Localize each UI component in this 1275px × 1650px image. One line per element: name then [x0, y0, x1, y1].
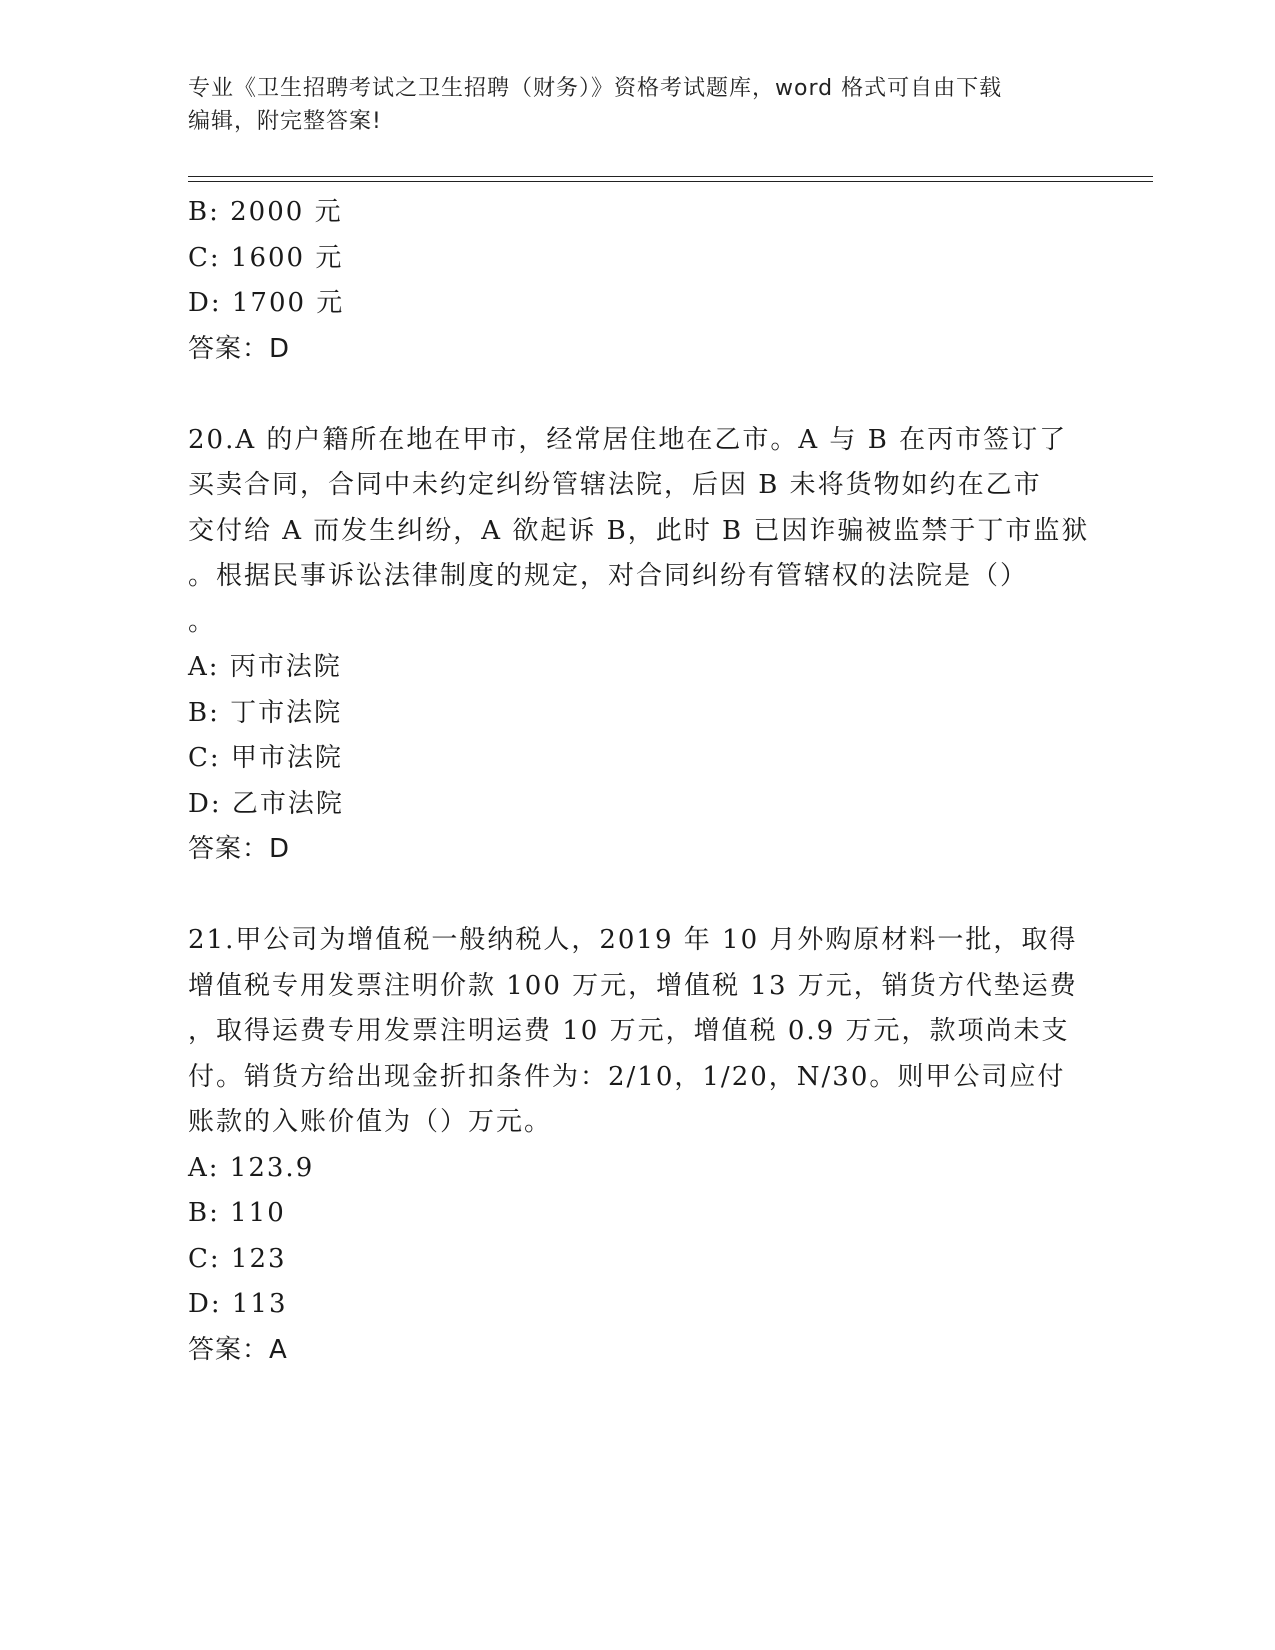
document-header: [188, 72, 1088, 138]
question-text-line: 。: [188, 606, 217, 637]
spacer: [188, 372, 1068, 418]
question-text-line: 21.甲公司为增值税一般纳税人，2019 年 10 月外购原材料一批，取得: [188, 925, 1078, 955]
answer: 答案：D: [188, 834, 291, 864]
option-d: D: 1700 元: [188, 288, 345, 318]
option-d: D: 113: [188, 1289, 288, 1319]
option-c: C: 123: [188, 1243, 287, 1274]
spacer: [188, 873, 1068, 919]
question-text-line: 账款的入账价值为（）万元。: [188, 1107, 553, 1137]
option-c: C: 1600 元: [188, 242, 344, 273]
question-19-continued: [188, 190, 1068, 372]
option-a: A: 123.9: [188, 1152, 315, 1183]
document-body: [188, 190, 1090, 1373]
header-line-1: 专业《卫生招聘考试之卫生招聘（财务）》资格考试题库，word 格式可自由下载: [188, 76, 1003, 101]
question-20: [188, 418, 1090, 873]
option-c: C: 甲市法院: [188, 743, 343, 773]
question-text-line: 交付给 A 而发生纠纷，A 欲起诉 B，此时 B 已因诈骗被监禁于丁市监狱: [188, 515, 1090, 546]
question-text-line: 20.A 的户籍所在地在甲市，经常居住地在乙市。A 与 B 在丙市签订了: [188, 424, 1068, 455]
header-divider-top: [188, 176, 1153, 177]
question-text-line: 。根据民事诉讼法律制度的规定，对合同纠纷有管辖权的法院是（）: [188, 561, 1029, 591]
option-a: A: 丙市法院: [188, 652, 342, 682]
header-line-2: 编辑，附完整答案!: [188, 109, 382, 134]
option-b: B: 丁市法院: [188, 697, 343, 728]
question-text-line: ，取得运费专用发票注明运费 10 万元，增值税 0.9 万元，款项尚未支: [188, 1016, 1070, 1046]
header-divider-bottom: [188, 181, 1153, 182]
question-21: [188, 918, 1078, 1373]
question-text-line: 付。销货方给出现金折扣条件为：2/10，1/20，N/30。则甲公司应付: [188, 1061, 1066, 1092]
option-d: D: 乙市法院: [188, 788, 344, 819]
option-b: B: 110: [188, 1198, 286, 1228]
question-text-line: 买卖合同，合同中未约定纠纷管辖法院，后因 B 未将货物如约在乙市: [188, 470, 1042, 500]
answer: 答案：A: [188, 1334, 288, 1365]
answer: 答案：D: [188, 333, 291, 364]
question-text-line: 增值税专用发票注明价款 100 万元，增值税 13 万元，销货方代垫运费: [188, 970, 1078, 1001]
option-b: B: 2000 元: [188, 197, 343, 227]
